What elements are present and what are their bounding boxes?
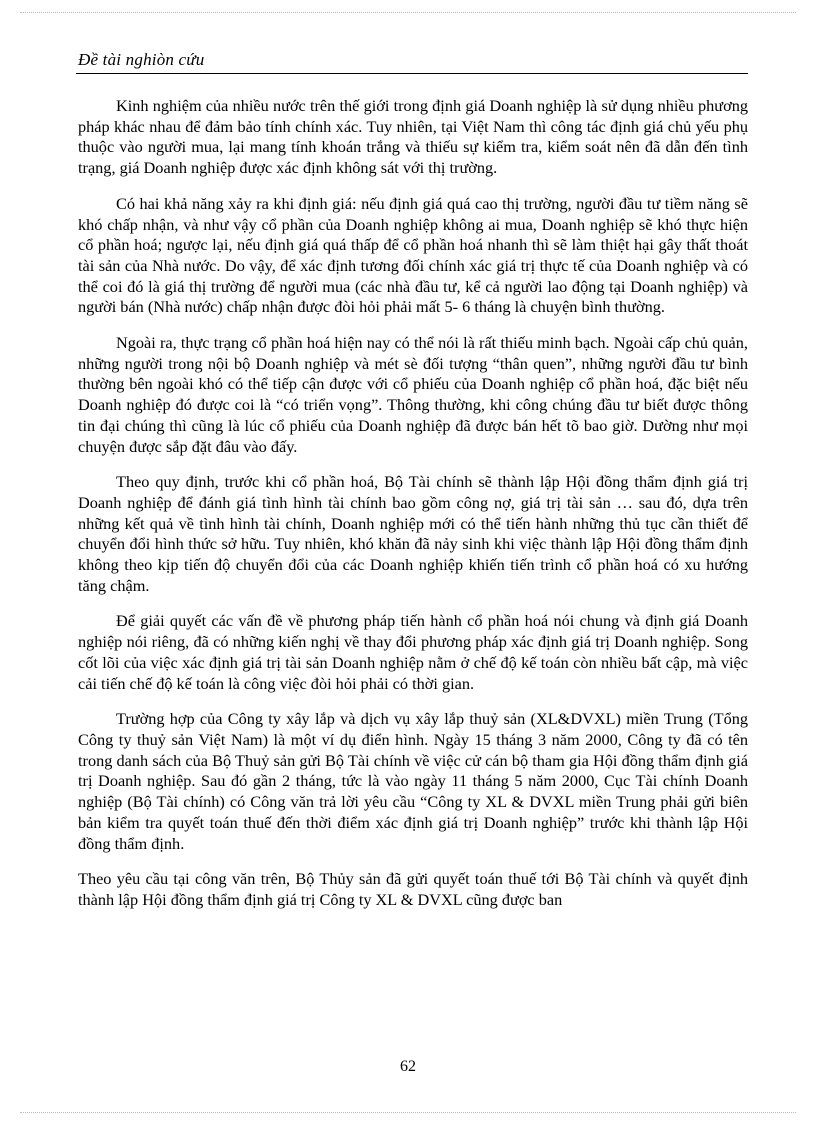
paragraph-2: Có hai khả năng xảy ra khi định giá: nếu định giá quá cao thị trường, người đầu tư tiềm năng sẽ khó chấp nhận, và như vậy cổ phần của Doanh nghiệp không ai mua, Doanh nghiệp sẽ khó thực hiện cổ phần hoá; ngược lại, nếu định giá quá thấp để cổ phần hoá nhanh thì sẽ làm thiệt hại gây thất thoát tài sản của Nhà nước. Do vậy, để xác định tương đối chính xác giá trị thực tế của Doanh nghiệp và có thể coi đó là giá thị trường để người mua (các nhà đầu tư, kể cả người lao động tại Doanh nghiệp) và người bán (Nhà nước) chấp nhận được đòi hỏi phải mất 5- 6 tháng là chuyện bình thường. <box>78 193 748 317</box>
paragraph-5: Để giải quyết các vấn đề về phương pháp tiến hành cổ phần hoá nói chung và định giá Doanh nghiệp nói riêng, đã có những kiến nghị về thay đổi phương pháp xác định giá trị Doanh nghiệp. Song cốt lõi của việc xác định giá trị tài sản Doanh nghiệp nằm ở chế độ kế toán còn nhiều bất cập, mà việc cải tiến chế độ kế toán là công việc đòi hỏi phải có thời gian. <box>78 611 748 693</box>
paragraph-6: Trường hợp của Công ty xây lắp và dịch vụ xây lắp thuỷ sản (XL&DVXL) miền Trung (Tổng Công ty thuỷ sản Việt Nam) là một ví dụ điển hình. Ngày 15 tháng 3 năm 2000, Công ty đã có tên trong danh sách của Bộ Thuỷ sản gửi Bộ Tài chính về việc cử cán bộ tham gia Hội đồng thẩm định giá trị Doanh nghiệp. Sau đó gần 2 tháng, tức là vào ngày 11 tháng 5 năm 2000, Cục Tài chính Doanh nghiệp (Bộ Tài chính) có Công văn trả lời yêu cầu “Công ty XL & DVXL miền Trung phải gửi biên bản kiểm tra quyết toán thuế đến thời điểm xác định giá trị Doanh nghiệp” trước khi thành lập Hội đồng thẩm định. <box>78 709 748 853</box>
paragraph-7: Theo yêu cầu tại công văn trên, Bộ Thủy sản đã gửi quyết toán thuế tới Bộ Tài chính và quyết định thành lập Hội đồng thẩm định giá trị Công ty XL & DVXL cũng được ban <box>78 869 748 909</box>
running-header: Đề tài nghiòn cứu <box>78 50 205 69</box>
paragraph-1: Kinh nghiệm của nhiều nước trên thế giới trong định giá Doanh nghiệp là sử dụng nhiều phương pháp khác nhau để đảm bảo tính chính xác. Tuy nhiên, tại Việt Nam thì công tác định giá chủ yếu phụ thuộc vào người mua, lại mang tính khoán trắng và thiếu sự kiểm tra, kiểm soát nên đã dẫn đến tình trạng, giá Doanh nghiệp được xác định không sát với thị trường. <box>78 96 748 178</box>
document-body <box>78 96 748 926</box>
paragraph-4: Theo quy định, trước khi cổ phần hoá, Bộ Tài chính sẽ thành lập Hội đồng thẩm định giá trị Doanh nghiệp để đánh giá tình hình tài chính bao gồm công nợ, giá trị tài sản … sau đó, dựa trên những kết quả về tình hình tài chính, Doanh nghiệp mới có thể tiến hành những thủ tục cần thiết để chuyển đổi hình thức sở hữu. Tuy nhiên, khó khăn đã nảy sinh khi việc thành lập Hội đồng thẩm định không theo kịp tiến độ chuyển đổi của các Doanh nghiệp khiến tiến trình cổ phần hoá có xu hướng tăng chậm. <box>78 472 748 595</box>
header-rule <box>76 73 748 74</box>
bottom-dotted-border <box>20 1112 796 1113</box>
top-dotted-border <box>20 12 796 13</box>
page-number: 62 <box>400 1058 416 1075</box>
paragraph-3: Ngoài ra, thực trạng cổ phần hoá hiện nay có thể nói là rất thiếu minh bạch. Ngoài cấp chủ quản, những người trong nội bộ Doanh nghiệp và mét sè đối tượng “thân quen”, những người đầu tư bình thường bên ngoài khó có thể tiếp cận được với cổ phiếu của Doanh nghiệp cổ phần hoá, đặc biệt nếu Doanh nghiệp đó được coi là “có triển vọng”. Thông thường, khi công chúng đầu tư biết được thông tin đại chúng thì cũng là lúc cổ phiếu của Doanh nghiệp đã được bán hết tõ bao giờ. Dường như mọi chuyện được sắp đặt đâu vào đấy. <box>78 333 748 456</box>
